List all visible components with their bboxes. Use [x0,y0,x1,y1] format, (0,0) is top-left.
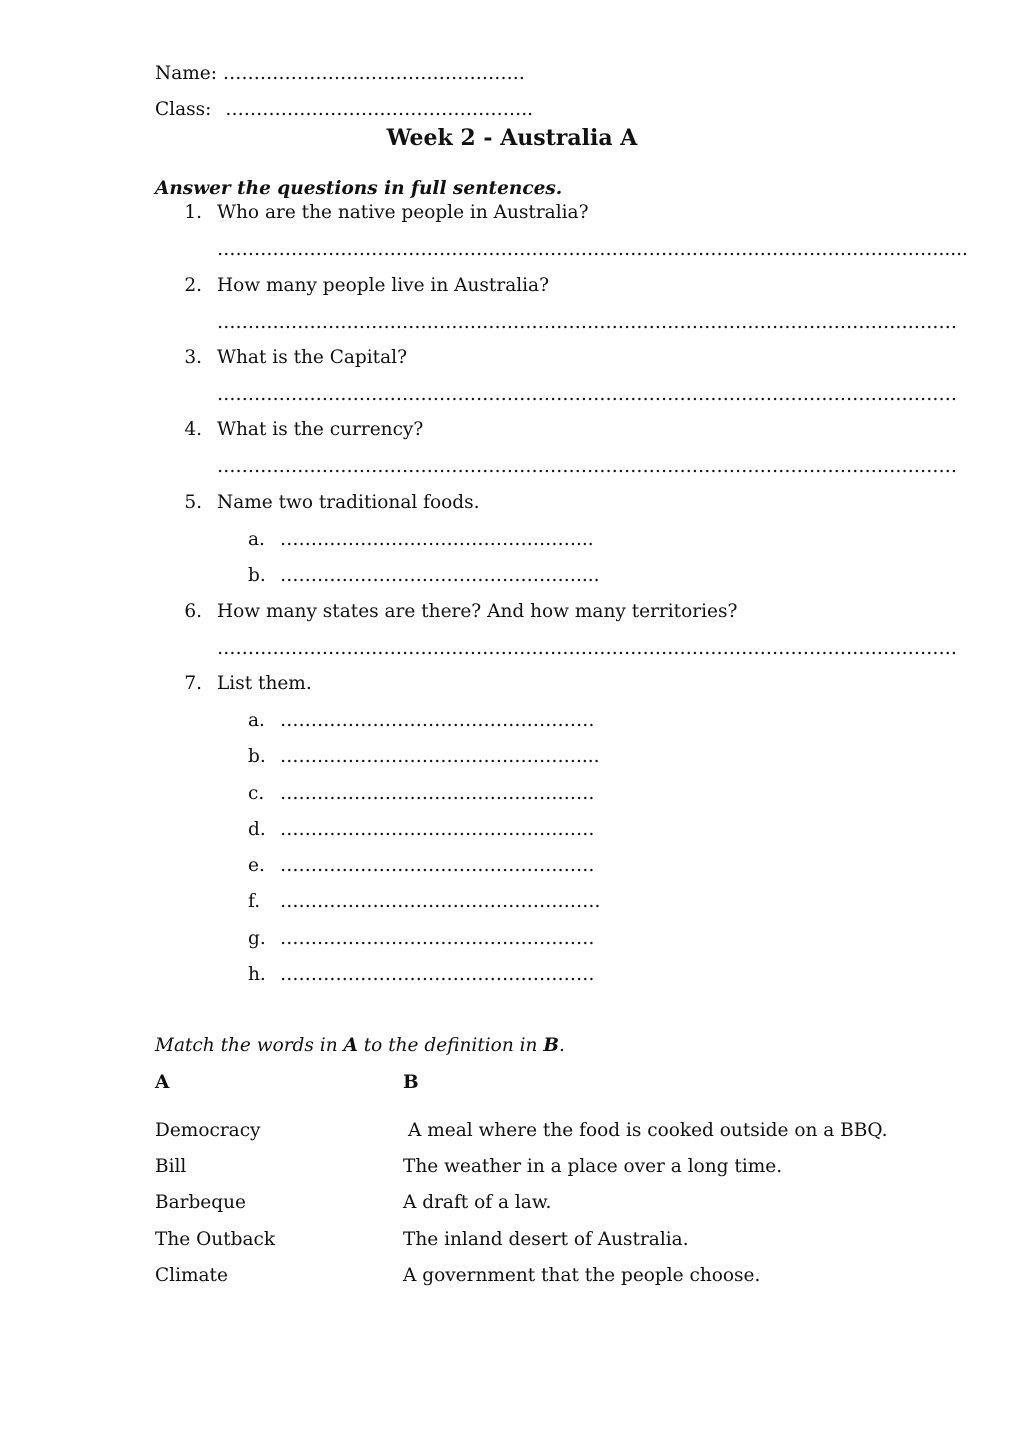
q7-sub-f-line: ……………………………………………. [280,891,601,912]
section1-instruction: Answer the questions in full sentences. [155,178,563,199]
instruction-text-end: . [558,1035,565,1056]
name-line [155,62,525,86]
q1-text: Who are the native people in Australia? [217,202,589,223]
match-definition: The inland desert of Australia. [403,1229,689,1250]
q7-number: 7. [184,673,202,694]
match-word: Bill [155,1156,187,1177]
q7-sub-f-label: f. [248,891,261,912]
q7-sub-h-label: h. [248,964,266,985]
q3-text: What is the Capital? [217,347,407,368]
q5-sub-b-label: b. [248,565,266,586]
q7-sub-b-label: b. [248,746,266,767]
q7-sub-b-line: ………………………………………….... [280,746,600,767]
match-word: Barbeque [155,1192,246,1213]
instruction-text-mid: to the definition in [357,1035,544,1056]
q7-text: List them. [217,673,312,694]
q3-number: 3. [184,347,202,368]
q7-sub-e-line: …………………………………………… [280,855,595,876]
q7-sub-c-label: c. [248,783,265,804]
match-definition: A meal where the food is cooked outside on a BBQ. [408,1120,888,1141]
q5-sub-b-line: ………………………………………….... [280,565,600,586]
name-label: Name: [155,63,217,84]
name-dots: …………………………………………. [222,63,525,84]
match-definition: The weather in a place over a long time. [403,1156,783,1177]
match-word: The Outback [155,1229,276,1250]
q1-answer-line: ………………………………………………………………………………………………………..... [217,239,968,260]
q5-text: Name two traditional foods. [217,492,480,513]
q7-sub-d-line: …………………………………………… [280,819,595,840]
q4-number: 4. [184,419,202,440]
section2-instruction [155,1034,565,1058]
q4-text: What is the currency? [217,419,424,440]
q7-sub-h-line: …………………………………………… [280,964,595,985]
q3-answer-line: ………………………………………………………………………………………………………… [217,384,957,405]
q1-number: 1. [184,202,202,223]
q7-sub-e-label: e. [248,855,265,876]
instruction-text-pre: Match the words in [155,1035,344,1056]
match-definition: A draft of a law. [403,1192,552,1213]
match-word: Climate [155,1265,228,1286]
q2-answer-line: ………………………………………………………………………………………………………… [217,312,957,333]
class-label: Class: [155,99,212,120]
q7-sub-a-line: …………………………………………… [280,710,595,731]
q7-sub-d-label: d. [248,819,266,840]
q5-sub-a-label: a. [248,529,265,550]
q5-number: 5. [184,492,202,513]
class-line [155,98,533,122]
instruction-col-b-ref: B [543,1035,559,1056]
q2-number: 2. [184,275,202,296]
match-word: Democracy [155,1120,261,1141]
q2-text: How many people live in Australia? [217,275,550,296]
match-definition: A government that the people choose. [403,1265,761,1286]
column-a-heading: A [155,1072,170,1093]
column-b-heading: B [403,1072,419,1093]
q5-sub-a-line: …………………………………………... [280,529,594,550]
q6-number: 6. [184,601,202,622]
q7-sub-g-line: …………………………………………… [280,928,595,949]
q7-sub-g-label: g. [248,928,266,949]
page-title: Week 2 - Australia A [386,125,638,151]
q6-text: How many states are there? And how many territories? [217,601,738,622]
q6-answer-line: ………………………………………………………………………………………………………… [217,638,957,659]
class-dots: ………………………………………….. [225,99,533,120]
instruction-col-a-ref: A [343,1035,358,1056]
q7-sub-c-line: …………………………………………… [280,783,595,804]
q4-answer-line: ………………………………………………………………………………………………………… [217,456,957,477]
q7-sub-a-label: a. [248,710,265,731]
